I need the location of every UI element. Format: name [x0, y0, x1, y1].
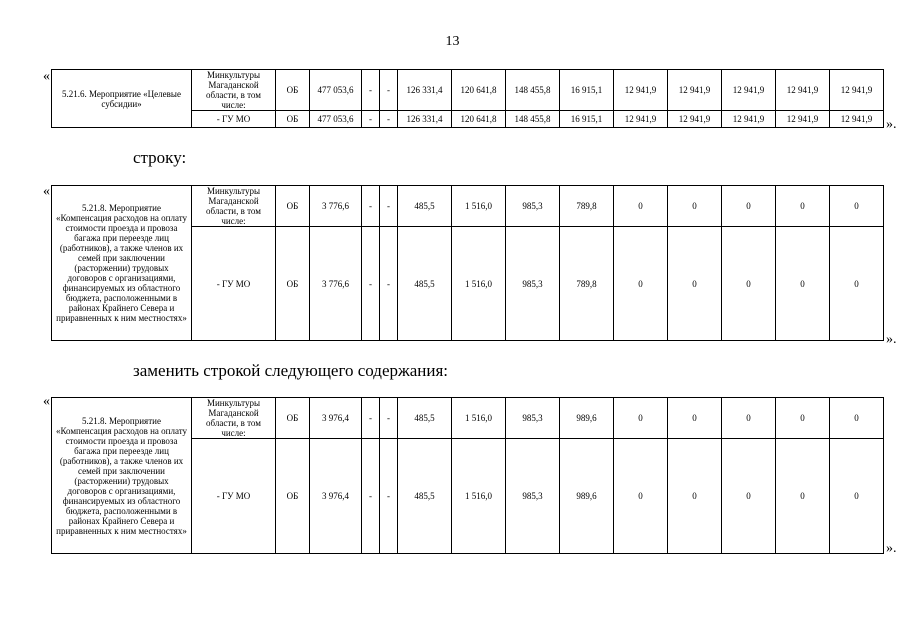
value-cell: 485,5	[398, 227, 452, 341]
value-cell: 0	[614, 439, 668, 554]
value-cell: -	[362, 111, 380, 128]
value-cell: 0	[614, 186, 668, 227]
table-row	[52, 70, 905, 111]
paragraph-stroku: строку:	[133, 148, 187, 167]
value-cell: 485,5	[398, 439, 452, 554]
table-5-21-8-old	[51, 185, 905, 341]
value-cell: 126 331,4	[398, 70, 452, 111]
paragraph-replace: заменить строкой следующего содержания:	[133, 361, 449, 380]
executor-cell: Минкультуры Магаданской области, в том числе:	[192, 186, 276, 227]
value-cell: 1 516,0	[452, 186, 506, 227]
value-cell: 477 053,6	[310, 70, 362, 111]
value-cell: 0	[830, 227, 884, 341]
value-cell: 3 776,6	[310, 227, 362, 341]
value-cell: 985,3	[506, 186, 560, 227]
table-row	[52, 186, 905, 227]
value-cell: 989,6	[560, 439, 614, 554]
value-cell: -	[362, 186, 380, 227]
value-cell: 0	[668, 398, 722, 439]
open-quote: «	[43, 184, 50, 199]
value-cell: -	[362, 398, 380, 439]
measure-name: 5.21.8. Мероприятие «Компенсация расходов на оплату стоимости проезда и провоза багажа при переезде лиц (работников), а также членов их семей при заключении (расторжении) трудовых договоров с организациями, финансируемых из областного бюджета, расположенными в районах Крайнего Севера и приравненных к ним местностях»	[52, 186, 192, 341]
value-cell: 0	[776, 398, 830, 439]
value-cell: 0	[776, 227, 830, 341]
source-cell: ОБ	[276, 186, 310, 227]
source-cell: ОБ	[276, 111, 310, 128]
source-cell: ОБ	[276, 227, 310, 341]
value-cell: 12 941,9	[776, 111, 830, 128]
value-cell: 985,3	[506, 398, 560, 439]
value-cell: 989,6	[560, 398, 614, 439]
value-cell: 0	[668, 186, 722, 227]
value-cell: -	[362, 70, 380, 111]
value-cell: 120 641,8	[452, 111, 506, 128]
value-cell: 12 941,9	[668, 111, 722, 128]
source-cell: ОБ	[276, 70, 310, 111]
value-cell: 0	[722, 398, 776, 439]
value-cell: 120 641,8	[452, 70, 506, 111]
value-cell: 789,8	[560, 227, 614, 341]
value-cell: 3 976,4	[310, 398, 362, 439]
value-cell: 126 331,4	[398, 111, 452, 128]
value-cell: 0	[830, 439, 884, 554]
executor-cell: - ГУ МО	[192, 227, 276, 341]
executor-cell: - ГУ МО	[192, 439, 276, 554]
value-cell: 0	[830, 398, 884, 439]
value-cell: 485,5	[398, 398, 452, 439]
value-cell: 1 516,0	[452, 439, 506, 554]
measure-name: 5.21.6. Мероприятие «Целевые субсидии»	[52, 70, 192, 128]
table-5-21-6	[51, 69, 905, 128]
value-cell: 12 941,9	[614, 111, 668, 128]
value-cell: 0	[830, 186, 884, 227]
value-cell: 0	[776, 439, 830, 554]
value-cell: -	[380, 439, 398, 554]
value-cell: 789,8	[560, 186, 614, 227]
value-cell: 0	[614, 227, 668, 341]
close-quote: ».	[886, 541, 897, 556]
value-cell: 12 941,9	[668, 70, 722, 111]
value-cell: 12 941,9	[776, 70, 830, 111]
value-cell: 12 941,9	[722, 111, 776, 128]
source-cell: ОБ	[276, 439, 310, 554]
value-cell: 985,3	[506, 227, 560, 341]
value-cell: -	[362, 227, 380, 341]
value-cell: -	[362, 439, 380, 554]
close-quote: ».	[886, 332, 897, 347]
value-cell: 148 455,8	[506, 111, 560, 128]
value-cell: 1 516,0	[452, 398, 506, 439]
value-cell: 148 455,8	[506, 70, 560, 111]
value-cell: 0	[668, 227, 722, 341]
value-cell: -	[380, 186, 398, 227]
open-quote: «	[43, 394, 50, 409]
value-cell: 0	[722, 439, 776, 554]
value-cell: 12 941,9	[830, 70, 884, 111]
value-cell: 16 915,1	[560, 70, 614, 111]
executor-cell: Минкультуры Магаданской области, в том числе:	[192, 70, 276, 111]
value-cell: -	[380, 70, 398, 111]
value-cell: 985,3	[506, 439, 560, 554]
value-cell: 12 941,9	[614, 70, 668, 111]
value-cell: -	[380, 398, 398, 439]
close-quote: ».	[886, 117, 897, 132]
value-cell: 0	[722, 227, 776, 341]
value-cell: 0	[722, 186, 776, 227]
value-cell: 12 941,9	[722, 70, 776, 111]
value-cell: -	[380, 111, 398, 128]
executor-cell: - ГУ МО	[192, 111, 276, 128]
source-cell: ОБ	[276, 398, 310, 439]
value-cell: 0	[668, 439, 722, 554]
value-cell: 3 976,4	[310, 439, 362, 554]
measure-name: 5.21.8. Мероприятие «Компенсация расходов на оплату стоимости проезда и провоза багажа при переезде лиц (работников), а также членов их семей при заключении (расторжении) трудовых договоров с организациями, финансируемых из областного бюджета, расположенными в районах Крайнего Севера и приравненных к ним местностях»	[52, 398, 192, 554]
value-cell: 3 776,6	[310, 186, 362, 227]
value-cell: 477 053,6	[310, 111, 362, 128]
page-number: 13	[445, 34, 460, 49]
value-cell: 1 516,0	[452, 227, 506, 341]
open-quote: «	[43, 69, 50, 84]
table-row	[52, 398, 905, 439]
executor-cell: Минкультуры Магаданской области, в том числе:	[192, 398, 276, 439]
value-cell: 0	[614, 398, 668, 439]
value-cell: 16 915,1	[560, 111, 614, 128]
value-cell: -	[380, 227, 398, 341]
value-cell: 0	[776, 186, 830, 227]
table-5-21-8-new	[51, 397, 905, 554]
value-cell: 12 941,9	[830, 111, 884, 128]
value-cell: 485,5	[398, 186, 452, 227]
